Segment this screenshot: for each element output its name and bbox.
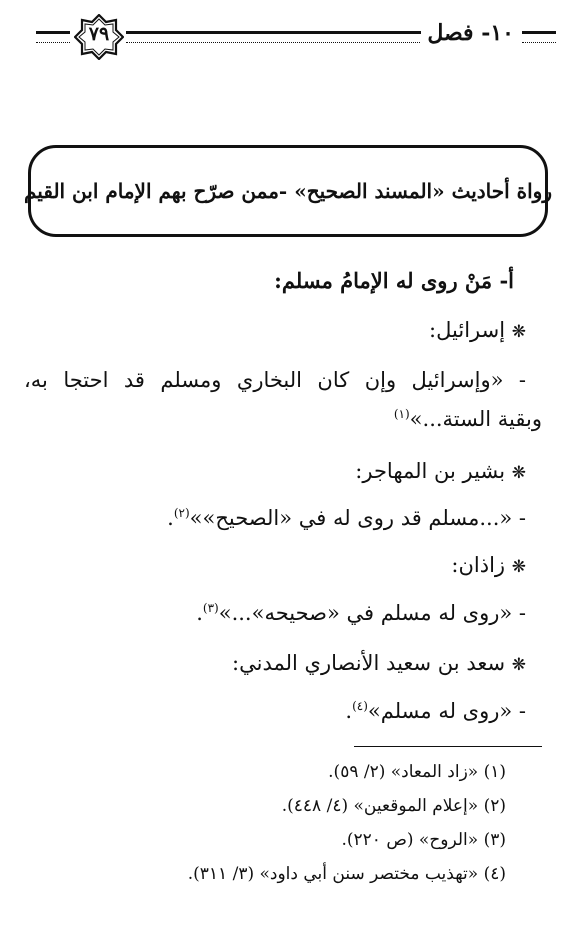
narrator-name bbox=[232, 651, 526, 675]
asterisk-icon: ❋ bbox=[511, 463, 526, 483]
narrator-name-text: زاذان: bbox=[451, 553, 506, 577]
footnote: (١) «زاد المعاد» (٢/ ٥٩). bbox=[328, 762, 506, 782]
footnote-ref[interactable]: (٢) bbox=[173, 506, 190, 520]
page-header bbox=[36, 14, 556, 60]
quote-trail: . bbox=[196, 601, 203, 625]
quote-trail: . bbox=[345, 699, 353, 723]
quote-text: - «...مسلم قد روى له في «الصحيح»» bbox=[189, 506, 526, 530]
footnote-separator bbox=[354, 746, 542, 747]
narrator-name bbox=[355, 459, 526, 483]
header-rule-left bbox=[36, 31, 70, 43]
footnote: (٢) «إعلام الموقعين» (٤/ ٤٤٨). bbox=[281, 796, 506, 816]
quote-line bbox=[394, 407, 542, 431]
quote-text: - «روى له مسلم» bbox=[367, 699, 526, 723]
quote-text: - «روى له مسلم في «صحيحه»...» bbox=[218, 601, 526, 625]
footnote-ref[interactable]: (١) bbox=[393, 407, 410, 421]
header-rule-right bbox=[522, 31, 556, 43]
chapter-title: ١٠- فصل bbox=[421, 20, 520, 46]
narrator-name bbox=[451, 553, 526, 577]
quote-line bbox=[167, 506, 526, 530]
quote-line: - «وإسرائيل وإن كان البخاري ومسلم قد احتجا به، bbox=[24, 368, 526, 392]
page-number: ٧٩ bbox=[88, 23, 110, 45]
footnote-ref[interactable]: (٤) bbox=[352, 699, 368, 713]
quote-trail: . bbox=[167, 506, 174, 530]
footnote-ref[interactable]: (٣) bbox=[202, 601, 219, 615]
footnote: (٣) «الروح» (ص ٢٢٠). bbox=[341, 830, 506, 850]
section-title-box bbox=[23, 145, 553, 237]
narrator-name-text: بشير بن المهاجر: bbox=[355, 459, 506, 483]
asterisk-icon: ❋ bbox=[511, 655, 526, 675]
asterisk-icon: ❋ bbox=[511, 557, 526, 577]
narrator-name bbox=[429, 318, 526, 342]
header-rule-middle bbox=[126, 31, 470, 43]
page-number-badge bbox=[74, 14, 124, 60]
section-title: رواة أحاديث «المسند الصحيح» -ممن صرّح بهم الإمام ابن القيم bbox=[23, 179, 553, 203]
asterisk-icon: ❋ bbox=[511, 322, 526, 342]
quote-line bbox=[345, 699, 526, 723]
quote-line bbox=[196, 601, 526, 625]
subsection-heading: أ- مَنْ روى له الإمامُ مسلم: bbox=[274, 268, 514, 293]
quote-text: وبقية الستة...» bbox=[409, 407, 542, 431]
footnote: (٤) «تهذيب مختصر سنن أبي داود» (٣/ ٣١١). bbox=[187, 864, 506, 884]
narrator-name-text: سعد بن سعيد الأنصاري المدني: bbox=[232, 651, 506, 675]
narrator-name-text: إسرائيل: bbox=[429, 318, 506, 342]
